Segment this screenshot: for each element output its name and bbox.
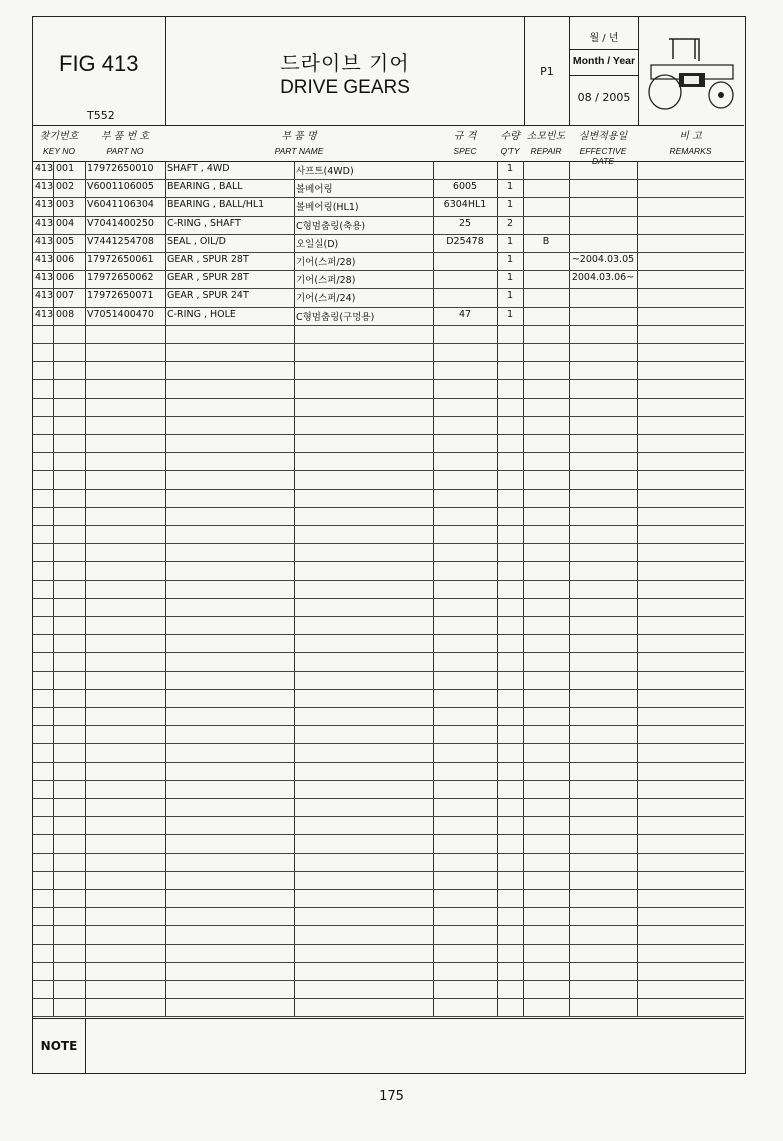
table-row — [33, 288, 744, 307]
table-row — [33, 944, 744, 963]
cell-part-no: V6001106005 — [87, 181, 154, 193]
fig-box — [33, 17, 165, 125]
column-qty — [497, 125, 523, 161]
column-eff-en: EFFECTIVE DATE — [579, 146, 627, 166]
cell-qty: 1 — [506, 163, 514, 174]
table-row — [33, 561, 744, 580]
cell-key: 006 — [56, 254, 75, 265]
note-box — [33, 1018, 744, 1073]
table-row — [33, 234, 744, 253]
table-row — [33, 616, 744, 635]
column-rem-ko: 비 고 — [679, 131, 702, 142]
divider — [570, 75, 638, 76]
table-row — [33, 216, 744, 235]
table-row — [33, 489, 744, 508]
cell-name-en: SEAL , OIL/D — [167, 235, 226, 247]
cell-qty: 1 — [506, 254, 514, 265]
table-row — [33, 925, 744, 944]
column-effective-date — [569, 125, 637, 166]
page-box — [525, 17, 569, 125]
table-row — [33, 671, 744, 690]
table-row — [33, 980, 744, 999]
model-code: T552 — [87, 109, 115, 122]
cell-key: 002 — [56, 181, 75, 193]
cell-part-no: 17972650071 — [87, 290, 154, 302]
cell-repair: B — [542, 235, 550, 247]
cell-key: 004 — [56, 217, 75, 229]
table-row — [33, 689, 744, 708]
table-row — [33, 816, 744, 835]
cell-part-no: V7051400470 — [87, 308, 154, 320]
cell-name-ko: 볼베어링(HL1) — [296, 202, 359, 214]
cell-name-ko: 기어(스퍼/28) — [296, 275, 356, 287]
title-english: DRIVE GEARS — [280, 77, 410, 98]
column-repair-en: REPAIR — [530, 146, 562, 156]
column-remarks — [637, 125, 744, 161]
table-row — [33, 434, 744, 453]
date-label-korean: 월 / 년 — [589, 33, 619, 44]
cell-name-en: C-RING , HOLE — [167, 308, 236, 320]
cell-part-no: 17972650010 — [87, 163, 154, 174]
tractor-icon — [639, 17, 745, 125]
cell-spec: 6304HL1 — [443, 199, 487, 211]
cell-key: 001 — [56, 163, 75, 174]
column-part-ko: 부 품 번 호 — [100, 131, 150, 142]
note-label: NOTE — [33, 1019, 86, 1073]
table-row — [33, 707, 744, 726]
cell-fig: 413 — [35, 199, 54, 211]
table-row — [33, 889, 744, 908]
column-part-no — [85, 125, 165, 161]
column-spec-ko: 규 격 — [453, 131, 477, 142]
cell-fig: 413 — [35, 217, 54, 229]
column-key — [33, 125, 85, 161]
cell-qty: 1 — [506, 235, 514, 247]
cell-name-en: SHAFT , 4WD — [167, 163, 230, 174]
divider — [570, 49, 638, 50]
cell-fig: 413 — [35, 235, 54, 247]
cell-key: 007 — [56, 290, 75, 302]
cell-qty: 1 — [506, 272, 514, 284]
cell-key: 008 — [56, 308, 75, 320]
table-row — [33, 907, 744, 926]
cell-fig: 413 — [35, 272, 54, 284]
cell-fig: 413 — [35, 254, 54, 265]
cell-name-ko: 오일실(D) — [296, 238, 339, 250]
column-qty-ko: 수량 — [500, 131, 520, 142]
cell-qty: 2 — [506, 217, 514, 229]
table-row — [33, 343, 744, 362]
column-header-row — [33, 125, 744, 166]
column-spec-en: SPEC — [453, 146, 477, 156]
cell-qty: 1 — [506, 199, 514, 211]
cell-part-no: V7441254708 — [87, 235, 154, 247]
table-row — [33, 270, 744, 289]
cell-spec: D25478 — [446, 235, 484, 247]
cell-name-en: BEARING , BALL — [167, 181, 243, 193]
table-row — [33, 798, 744, 817]
cell-spec: 6005 — [452, 181, 478, 193]
table-row — [33, 962, 744, 981]
cell-part-no: 17972650061 — [87, 254, 154, 265]
date-box — [570, 17, 638, 125]
table-row — [33, 780, 744, 799]
cell-part-no: 17972650062 — [87, 272, 154, 284]
cell-qty: 1 — [506, 290, 514, 302]
table-row — [33, 307, 744, 326]
cell-eff: 2004.03.06~ — [571, 272, 635, 284]
column-key-ko: 찾기번호 — [39, 131, 79, 142]
cell-part-no: V6041106304 — [87, 199, 154, 211]
cell-name-ko: 기어(스퍼/24) — [296, 293, 356, 305]
table-row — [33, 634, 744, 653]
page-code: P1 — [540, 65, 554, 78]
cell-name-ko: 볼베어링 — [296, 184, 333, 196]
column-eff-ko: 실변적용일 — [578, 131, 628, 142]
cell-fig: 413 — [35, 308, 54, 320]
column-qty-en: Q'TY — [500, 146, 520, 156]
table-row — [33, 525, 744, 544]
cell-name-en: GEAR , SPUR 24T — [167, 290, 249, 302]
cell-fig: 413 — [35, 181, 54, 193]
column-spec — [433, 125, 497, 161]
table-row — [33, 543, 744, 562]
table-row — [33, 361, 744, 380]
table-row — [33, 834, 744, 853]
table-row — [33, 197, 744, 216]
cell-eff: ~2004.03.05 — [571, 254, 635, 265]
cell-qty: 1 — [506, 308, 514, 320]
table-row — [33, 470, 744, 489]
column-name-ko: 부 품 명 — [281, 131, 317, 142]
cell-name-ko: C형멈춤링(축용) — [296, 220, 366, 232]
cell-key: 005 — [56, 235, 75, 247]
fig-number: FIG 413 — [59, 51, 139, 76]
table-row — [33, 998, 744, 1017]
column-key-en: KEY NO — [43, 146, 75, 156]
cell-spec: 47 — [458, 308, 472, 320]
table-row — [33, 161, 744, 180]
table-row — [33, 452, 744, 471]
cell-spec: 25 — [458, 217, 472, 229]
table-row — [33, 398, 744, 417]
table-row — [33, 252, 744, 271]
cell-name-ko: C형멈춤링(구멍용) — [296, 311, 375, 323]
cell-part-no: V7041400250 — [87, 217, 154, 229]
cell-name-en: BEARING , BALL/HL1 — [167, 199, 265, 211]
table-row — [33, 871, 744, 890]
table-row — [33, 725, 744, 744]
cell-name-en: GEAR , SPUR 28T — [167, 272, 249, 284]
cell-key: 003 — [56, 199, 75, 211]
table-row — [33, 325, 744, 344]
parts-sheet — [32, 16, 746, 1074]
table-row — [33, 598, 744, 617]
table-row — [33, 743, 744, 762]
date-label-english: Month / Year — [572, 55, 636, 67]
column-repair — [523, 125, 569, 161]
table-row — [33, 652, 744, 671]
table-row — [33, 379, 744, 398]
table-row — [33, 507, 744, 526]
title-korean: 드라이브 기어 — [280, 51, 410, 75]
column-rem-en: REMARKS — [669, 146, 712, 156]
table-row — [33, 853, 744, 872]
cell-name-en: C-RING , SHAFT — [167, 217, 241, 229]
cell-key: 006 — [56, 272, 75, 284]
table-row — [33, 179, 744, 198]
column-repair-ko: 소모빈도 — [526, 131, 566, 142]
table-row — [33, 580, 744, 599]
sheet-header — [33, 17, 744, 126]
cell-qty: 1 — [506, 181, 514, 193]
cell-fig: 413 — [35, 290, 54, 302]
table-row — [33, 416, 744, 435]
cell-fig: 413 — [35, 163, 54, 174]
column-name-en: PART NAME — [274, 146, 324, 156]
table-row — [33, 762, 744, 781]
cell-name-ko: 기어(스퍼/28) — [296, 257, 356, 268]
parts-table-body — [33, 161, 744, 1017]
date-value: 08 / 2005 — [577, 91, 631, 104]
cell-name-en: GEAR , SPUR 28T — [167, 254, 249, 265]
title-box — [166, 17, 524, 125]
page-number: 175 — [379, 1089, 404, 1104]
column-part-name — [165, 125, 433, 161]
column-part-en: PART NO — [106, 146, 144, 156]
cell-name-ko: 사프트(4WD) — [296, 166, 354, 177]
